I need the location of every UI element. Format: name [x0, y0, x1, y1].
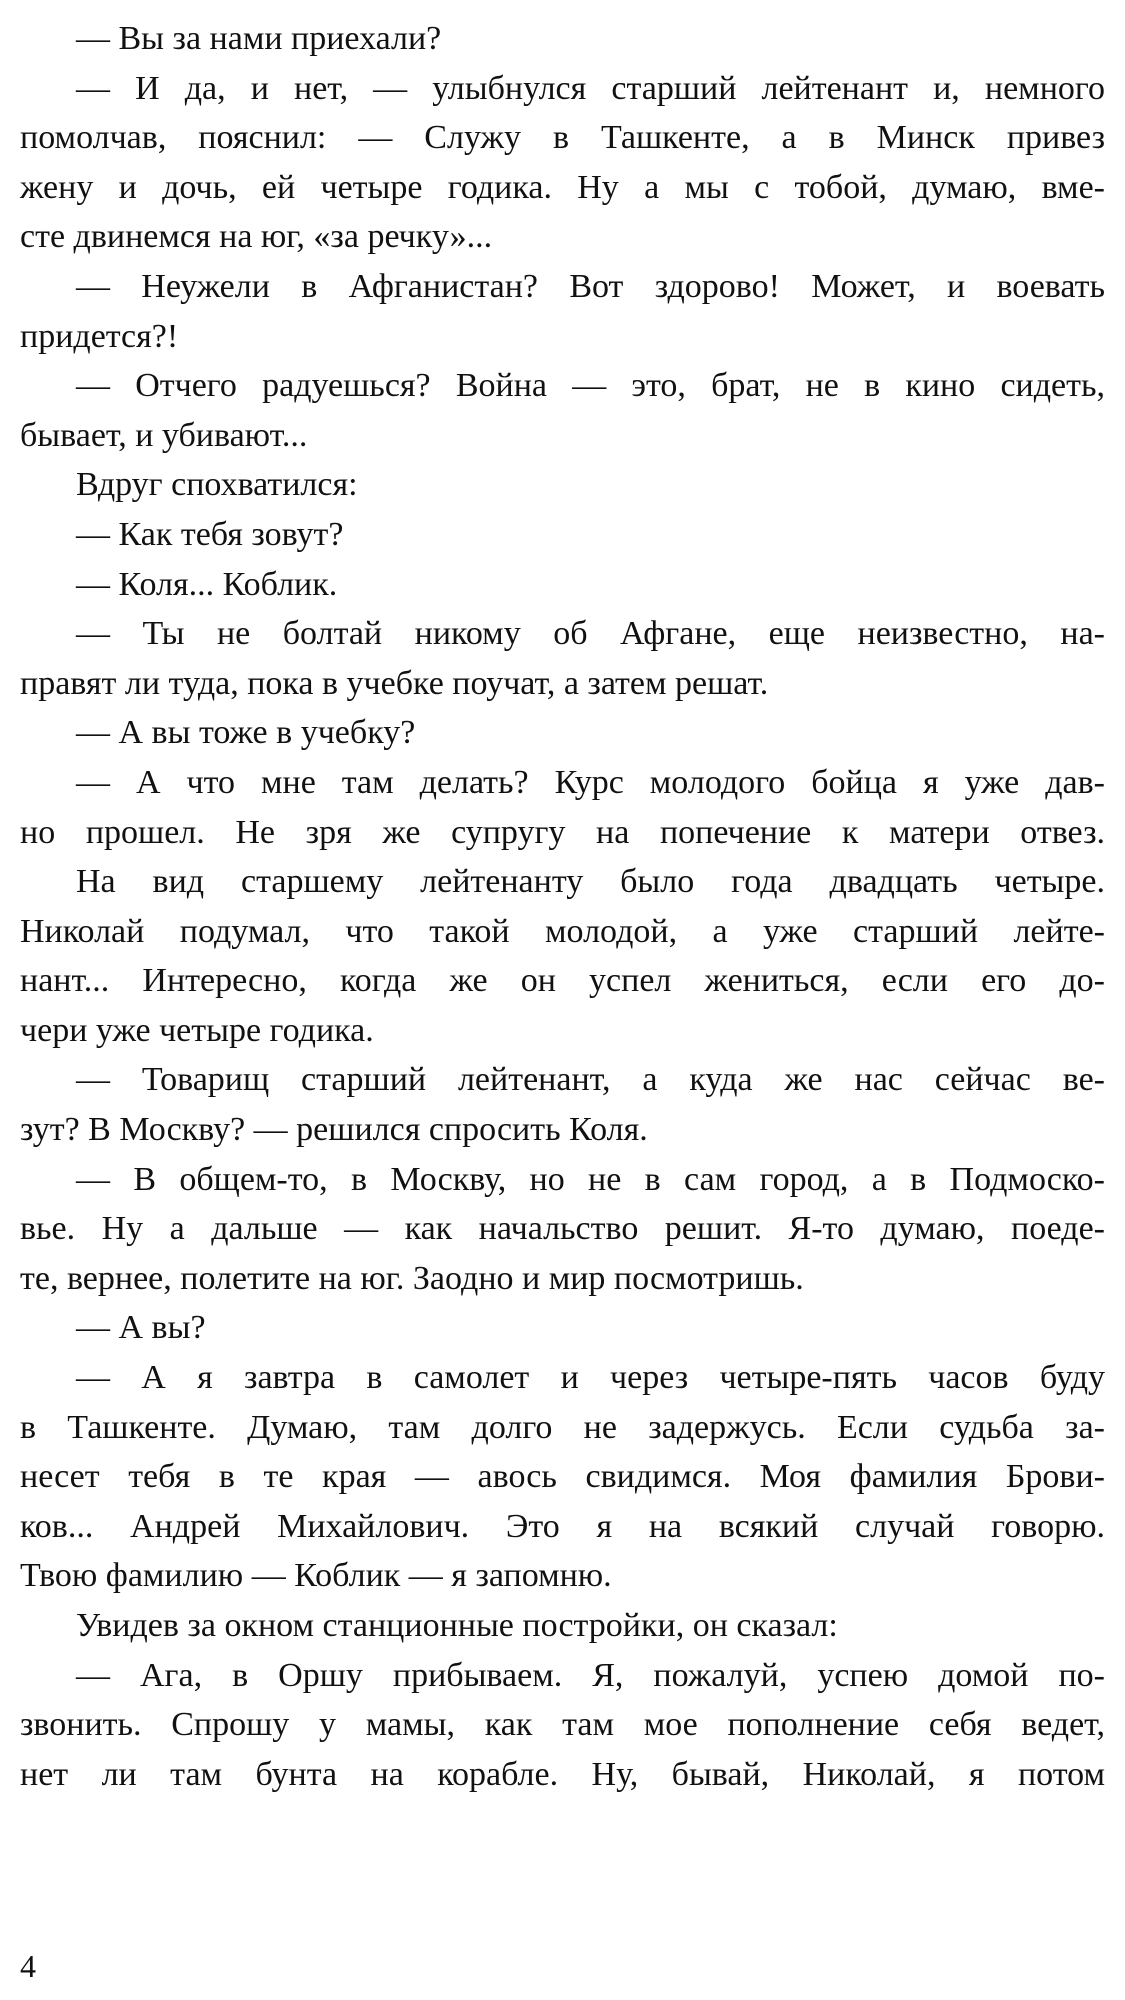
- text-line: ков... Андрей Михайлович. Это я на всякий случай говорю.: [20, 1507, 1105, 1545]
- text-line: — Ага, в Оршу прибываем. Я, пожалуй, успею домой по-: [76, 1656, 1105, 1694]
- text-line: — Товарищ старший лейтенант, а куда же нас сейчас ве-: [76, 1061, 1105, 1099]
- text-line: бывает, и убивают...: [20, 416, 308, 454]
- text-line: правят ли туда, пока в учебке поучат, а затем решат.: [20, 664, 769, 702]
- text-line: жену и дочь, ей четыре годика. Ну а мы с тобой, думаю, вме-: [20, 168, 1105, 206]
- text-line: — И да, и нет, — улыбнулся старший лейтенант и, немного: [76, 69, 1105, 107]
- page-number: 4: [20, 1948, 36, 1984]
- text-line: те, вернее, полетите на юг. Заодно и мир посмотришь.: [20, 1259, 804, 1297]
- text-line: — А что мне там делать? Курс молодого бойца я уже дав-: [76, 763, 1105, 801]
- text-line: — Ты не болтай никому об Афгане, еще неизвестно, на-: [76, 615, 1105, 653]
- text-line: Николай подумал, что такой молодой, а уже старший лейте-: [20, 912, 1105, 950]
- text-line: нант... Интересно, когда же он успел жениться, если его до-: [20, 962, 1105, 1000]
- text-line: сте двинемся на юг, «за речку»...: [20, 218, 493, 256]
- text-line: помолчав, пояснил: — Служу в Ташкенте, а в Минск привез: [20, 119, 1105, 157]
- page-text: [20, 14, 1105, 1799]
- text-line: в Ташкенте. Думаю, там долго не задержусь. Если судьба за-: [20, 1408, 1105, 1446]
- text-line: На вид старшему лейтенанту было года двадцать четыре.: [76, 863, 1105, 901]
- text-line: — Отчего радуешься? Война — это, брат, не в кино сидеть,: [76, 367, 1105, 405]
- text-line: но прошел. Не зря же супругу на попечение к матери отвез.: [20, 813, 1105, 851]
- text-line: звонить. Спрошу у мамы, как там мое пополнение себя ведет,: [20, 1706, 1105, 1744]
- text-line: чери уже четыре годика.: [20, 1011, 374, 1049]
- text-line: — В общем-то, в Москву, но не в сам город, а в Подмоско-: [76, 1160, 1105, 1198]
- text-line: — Как тебя зовут?: [76, 515, 344, 553]
- text-line: — Вы за нами приехали?: [76, 20, 442, 57]
- text-line: — А вы тоже в учебку?: [76, 714, 416, 752]
- text-line: — Коля... Коблик.: [76, 565, 338, 603]
- text-line: Увидев за окном станционные постройки, он сказал:: [76, 1607, 838, 1644]
- text-line: вье. Ну а дальше — как начальство решит. Я-то думаю, поеде-: [20, 1210, 1105, 1248]
- text-line: несет тебя в те края — авось свидимся. Моя фамилия Брови-: [20, 1458, 1105, 1496]
- text-line: — А я завтра в самолет и через четыре-пять часов буду: [76, 1359, 1105, 1397]
- text-line: — А вы?: [76, 1309, 206, 1347]
- text-line: Вдруг спохватился:: [76, 466, 358, 504]
- text-line: — Неужели в Афганистан? Вот здорово! Может, и воевать: [76, 267, 1105, 305]
- text-line: Твою фамилию — Коблик — я запомню.: [20, 1557, 612, 1595]
- text-line: нет ли там бунта на корабле. Ну, бывай, Николай, я потом: [20, 1755, 1105, 1793]
- text-line: придется?!: [20, 317, 179, 355]
- text-line: зут? В Москву? — решился спросить Коля.: [20, 1111, 648, 1149]
